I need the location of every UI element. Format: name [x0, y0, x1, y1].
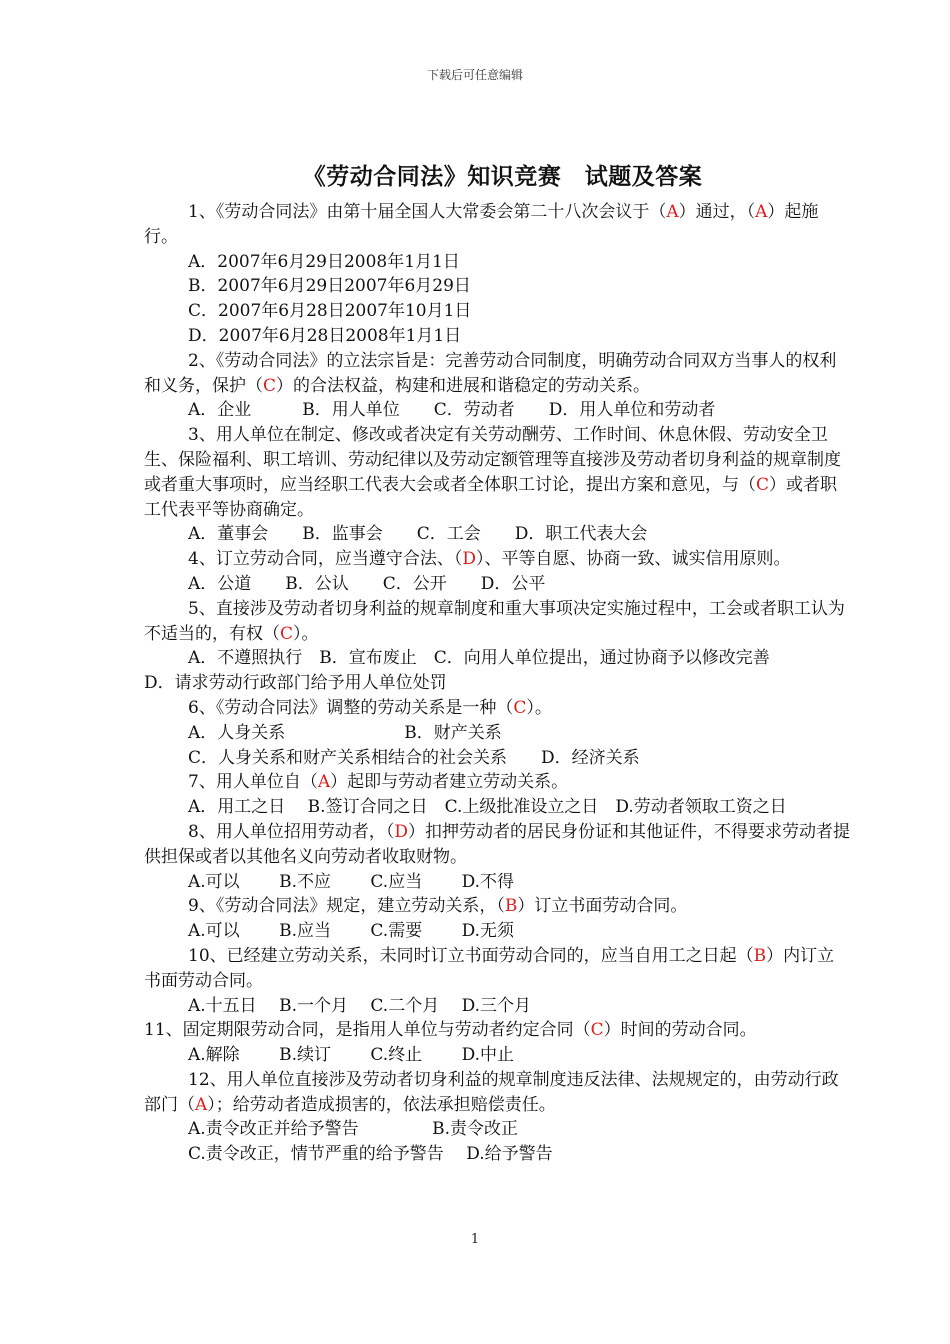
question-7: 7、用人单位自（A）起即与劳动者建立劳动关系。 [188, 772, 569, 793]
option-line: A．董事会 B．监事会 C．工会 D．职工代表大会 [188, 524, 648, 545]
question-5: 5、直接涉及劳动者切身利益的规章制度和重大事项决定实施过程中，工会或者职工认为不适当的，有权（C）。 [144, 598, 845, 644]
option-line: A．企业 B．用人单位 C．劳动者 D．用人单位和劳动者 [188, 400, 716, 421]
answer-mark: B [753, 945, 767, 966]
option-line: B．2007年6月29日2007年6月29日 [188, 276, 471, 297]
answer-mark: C [756, 474, 770, 495]
option-line: A．公道 B．公认 C．公开 D．公平 [188, 573, 546, 594]
option-line: D．请求劳动行政部门给予用人单位处罚 [144, 673, 447, 694]
answer-mark: A [317, 772, 331, 793]
option-line: A.解除 B.续订 C.终止 D.中止 [188, 1045, 515, 1066]
option-line: C．2007年6月28日2007年10月1日 [188, 301, 472, 322]
answer-mark: A [755, 202, 768, 222]
page-number: 1 [470, 1232, 480, 1247]
answer-mark: A [666, 202, 679, 222]
question-10: 10、已经建立劳动关系，未同时订立书面劳动合同的，应当自用工之日起（B）内订立书面劳动合同。 [144, 945, 835, 991]
option-line: A.十五日 B.一个月 C.二个月 D.三个月 [188, 995, 532, 1016]
question-8: 8、用人单位招用劳动者，（D）扣押劳动者的居民身份证和其他证件，不得要求劳动者提供担保或者以其他名义向劳动者收取财物。 [144, 821, 850, 867]
question-3: 3、用人单位在制定、修改或者决定有关劳动酬劳、工作时间、休息休假、劳动安全卫生、保险福利、职工培训、劳动纪律以及劳动定额管理等直接涉及劳动者切身利益的规章制度或者重大事项时，应当经职工代表大会或者全体职工讨论，提出方案和意见，与（C）或者职工代表平等协商确定。 [144, 425, 841, 520]
answer-mark: A [195, 1094, 208, 1115]
option-line: D．2007年6月28日2008年1月1日 [188, 325, 462, 346]
answer-mark: D [394, 821, 408, 842]
answer-mark: C [513, 697, 527, 718]
answer-mark: C [263, 375, 277, 396]
option-line: A．2007年6月29日2008年1月1日 [188, 251, 460, 272]
option-line: C.责令改正，情节严重的给予警告 D.给予警告 [188, 1144, 553, 1165]
option-line: A．用工之日 B.签订合同之日 C.上级批准设立之日 D.劳动者领取工资之日 [188, 797, 787, 818]
question-2: 2、《劳动合同法》的立法宗旨是：完善劳动合同制度，明确劳动合同双方当事人的权利和义务，保护（C）的合法权益，构建和进展和谐稳定的劳动关系。 [144, 350, 837, 396]
answer-mark: C [280, 623, 294, 644]
answer-mark: C [590, 1020, 604, 1041]
question-6: 6、《劳动合同法》调整的劳动关系是一种（C）。 [188, 697, 552, 718]
option-line: A．人身关系 B．财产关系 [188, 722, 502, 743]
page-header: 下载后可任意编辑 [426, 68, 523, 82]
option-line: A.可以 B.不应 C.应当 D.不得 [188, 871, 515, 892]
answer-mark: B [504, 896, 518, 917]
option-line: A．不遵照执行 B．宣布废止 C．向用人单位提出，通过协商予以修改完善 [188, 648, 770, 669]
question-11: 11、固定期限劳动合同，是指用人单位与劳动者约定合同（C）时间的劳动合同。 [144, 1020, 757, 1041]
question-12: 12、用人单位直接涉及劳动者切身利益的规章制度违反法律、法规规定的，由劳动行政部门（A）；给劳动者造成损害的，依法承担赔偿责任。 [144, 1069, 839, 1115]
option-line: C．人身关系和财产关系相结合的社会关系 D．经济关系 [188, 747, 640, 768]
question-list [144, 200, 850, 1167]
question-4: 4、订立劳动合同，应当遵守合法、（D）、平等自愿、协商一致、诚实信用原则。 [188, 549, 791, 570]
document-title: 《劳动合同法》知识竞赛 试题及答案 [302, 163, 703, 190]
question-9: 9、《劳动合同法》规定，建立劳动关系，（B）订立书面劳动合同。 [188, 896, 688, 917]
question-1: 1、《劳动合同法》由第十届全国人大常委会第二十八次会议于（A）通过，（A）起施行。 [144, 202, 819, 247]
option-line: A.可以 B.应当 C.需要 D.无须 [188, 921, 515, 942]
answer-mark: D [462, 549, 476, 570]
option-line: A.责令改正并给予警告 B.责令改正 [188, 1119, 518, 1140]
